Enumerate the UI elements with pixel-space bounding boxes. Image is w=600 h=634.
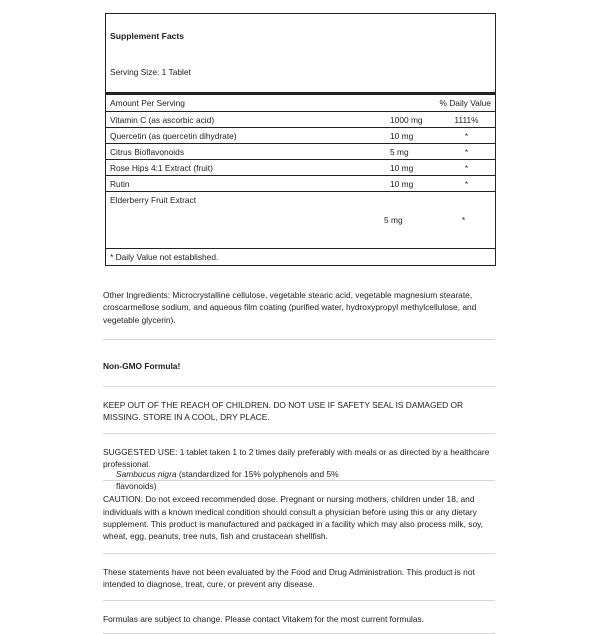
other-ingredients: Other Ingredients: Microcrystalline cellulose, vegetable stearic acid, vegetable magnesium stearate, croscarmellose sodium, and aqueous film coating (purified water, hydroxypropyl methylcellulose, and vegetable glycerin). xyxy=(103,290,477,325)
nutrient-name: Elderberry Fruit Extract xyxy=(110,195,197,205)
nutrient-name: Citrus Bioflavonoids xyxy=(110,146,185,157)
facts-row xyxy=(106,176,495,192)
facts-row xyxy=(106,144,495,160)
nutrient-amount: 10 mg xyxy=(390,130,414,141)
nutrient-dv: * xyxy=(464,130,469,141)
nutrient-name: Rutin xyxy=(110,178,130,189)
facts-footnote: * Daily Value not established. xyxy=(110,252,219,262)
facts-row xyxy=(106,128,495,144)
nutrient-name: Rose Hips 4:1 Extract (fruit) xyxy=(110,162,213,173)
facts-title: Supplement Facts xyxy=(110,31,185,41)
nutrient-name: Quercetin (as quercetin dihydrate) xyxy=(110,130,237,141)
facts-header-row xyxy=(106,95,495,112)
nutrient-dv: * xyxy=(464,178,469,189)
facts-row xyxy=(106,160,495,176)
nutrient-dv: * xyxy=(461,215,466,225)
serving-size: Serving Size: 1 Tablet xyxy=(106,52,495,95)
daily-value-header: % Daily Value xyxy=(439,98,491,108)
divider xyxy=(103,600,495,601)
nutrient-amount: 10 mg xyxy=(390,178,414,189)
product-info xyxy=(103,13,495,634)
nutrient-dv: 1111% xyxy=(454,114,479,125)
nutrient-dv: * xyxy=(464,146,469,157)
nutrient-name: Vitamin C (as ascorbic acid) xyxy=(110,114,215,125)
nutrient-amount: 5 mg xyxy=(384,215,403,225)
nutrient-amount: 10 mg xyxy=(390,162,414,173)
warning-text: KEEP OUT OF THE REACH OF CHILDREN. DO NOT USE IF SAFETY SEAL IS DAMAGED OR MISSING. STORE IN A COOL, DRY PLACE. xyxy=(103,400,464,423)
nutrient-amount: 5 mg xyxy=(390,146,409,157)
nutrient-dv: * xyxy=(464,162,469,173)
divider xyxy=(103,553,495,554)
latin-name: Sambucus nigra xyxy=(116,469,177,479)
non-gmo-heading: Non-GMO Formula! xyxy=(103,360,181,371)
fda-disclaimer: These statements have not been evaluated by the Food and Drug Administration. This product is not intended to diagnose, treat, cure, or prevent any disease. xyxy=(103,566,475,589)
facts-row xyxy=(106,112,495,128)
caution-text: CAUTION: Do not exceed recommended dose. Pregnant or nursing mothers, children under 18, and individuals with a known medical condition should consult a physician before using this or any dietary supplement. This product is manufactured and packaged in a facility which may also process milk, soy, wheat, egg, peanuts, tree nuts, fish and crustacean shellfish. xyxy=(103,494,484,542)
suggested-use-text: SUGGESTED USE: 1 tablet taken 1 to 2 times daily preferably with meals or as directed by a healthcare professional. xyxy=(103,446,490,470)
formulas-note: Formulas are subject to change. Please contact Vitakem for the most current formulas. xyxy=(103,614,425,625)
amount-per-serving-header: Amount Per Serving xyxy=(110,98,185,108)
nutrient-amount: 1000 mg xyxy=(390,114,423,125)
standardization-note: (standardized for 15% polyphenols and 5% flavonoids) xyxy=(116,469,339,491)
